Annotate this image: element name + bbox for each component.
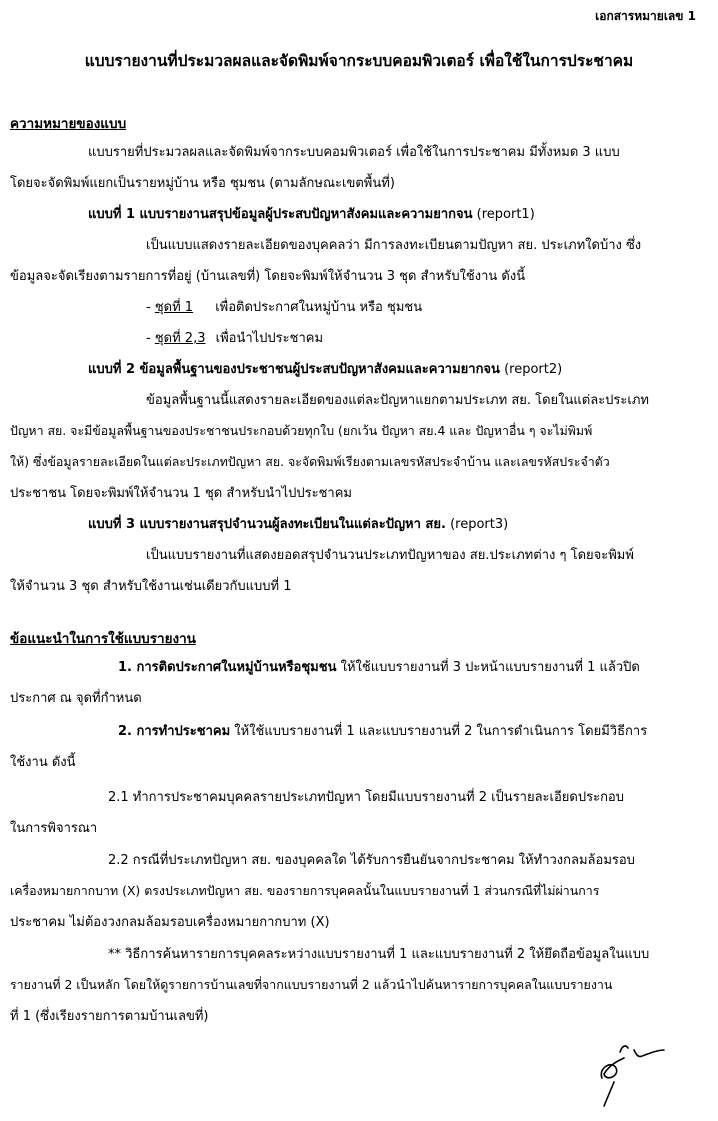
form1-set1: - ชุดที่ 1 เพื่อติดประกาศในหมู่บ้าน หรือ ชุมชน (146, 300, 423, 315)
form3-desc-1: เป็นแบบรายงานที่แสดงยอดสรุปจำนวนประเภทปัญหาของ สย.ประเภทต่าง ๆ โดยจะพิมพ์ (146, 548, 634, 563)
form1-code: (report1) (476, 207, 535, 222)
sub-2-2-line-3: ประชาคม ไม่ต้องวงกลมล้อมรอบเครื่องหมายกากบาท (X) (10, 915, 330, 930)
form1-set1-label: ชุดที่ 1 (154, 300, 194, 315)
instruction-1 (118, 660, 640, 676)
form1-set2-text: เพื่อนำไปประชาคม (215, 331, 324, 346)
form2-desc-2: ปัญหา สย. จะมีข้อมูลพื้นฐานของประชาชนประกอบด้วยทุกใบ (ยกเว้น ปัญหา สย.4 และ ปัญหาอื่น ๆ จะไม่พิมพ์ (10, 423, 593, 438)
form1-desc-2: ข้อมูลจะจัดเรียงตามรายการที่อยู่ (บ้านเลขที่) โดยจะพิมพ์ให้จำนวน 3 ชุด สำหรับใช้งาน ดังนี้ (10, 269, 526, 284)
form3-desc-2: ให้จำนวน 3 ชุด สำหรับใช้งานเช่นเดียวกับแบบที่ 1 (10, 579, 292, 594)
section-heading-instructions: ข้อแนะนำในการใช้แบบรายงาน (10, 631, 196, 647)
form2-code: (report2) (504, 362, 563, 377)
note-line-2: รายงานที่ 2 เป็นหลัก โดยให้ดูรายการบ้านเลขที่จากแบบรายงานที่ 2 แล้วนำไปค้นหารายการบุคคลในแบบรายงาน (10, 977, 613, 992)
form1-heading (88, 207, 535, 223)
signature-mark (590, 1030, 670, 1110)
form2-title: แบบที่ 2 ข้อมูลพื้นฐานของประชาชนผู้ประสบปัญหาสังคมและความยากจน (88, 362, 500, 377)
document-number: เอกสารหมายเลข 1 (595, 9, 696, 23)
instruction-1-title: 1. การติดประกาศในหมู่บ้านหรือชุมชน (118, 660, 337, 675)
form2-desc-3: ให้) ซึ่งข้อมูลรายละเอียดในแต่ละประเภทปัญหา สย. จะจัดพิมพ์เรียงตามเลขรหัสประจำบ้าน และเลขรหัสประจำตัว (10, 454, 610, 469)
sub-2-1-line-1: 2.1 ทำการประชาคมบุคคลรายประเภทปัญหา โดยมีแบบรายงานที่ 2 เป็นรายละเอียดประกอบ (108, 790, 624, 805)
form1-set1-text: เพื่อติดประกาศในหมู่บ้าน หรือ ชุมชน (215, 300, 423, 315)
note-line-1: ** วิธีการค้นหารายการบุคคลระหว่างแบบรายงานที่ 1 และแบบรายงานที่ 2 ให้ยึดถือข้อมูลในแบบ (108, 947, 650, 962)
form1-title: แบบที่ 1 แบบรายงานสรุปข้อมูลผู้ประสบปัญหาสังคมและความยากจน (88, 207, 473, 222)
instruction-1-text: ให้ใช้แบบรายงานที่ 3 ปะหน้าแบบรายงานที่ 1 แล้วปิด (340, 660, 640, 675)
sub-2-2-line-1: 2.2 กรณีที่ประเภทปัญหา สย. ของบุคคลใด ได้รับการยืนยันจากประชาคม ให้ทำวงกลมล้อมรอบ (108, 853, 635, 868)
instruction-2-text: ให้ใช้แบบรายงานที่ 1 และแบบรายงานที่ 2 ในการดำเนินการ โดยมีวิธีการ (234, 724, 648, 739)
form1-desc-1: เป็นแบบแสดงรายละเอียดของบุคคลว่า มีการลงทะเบียนตามปัญหา สย. ประเภทใดบ้าง ซึ่ง (146, 238, 642, 253)
section-heading-meaning: ความหมายของแบบ (10, 116, 127, 132)
form2-desc-4: ประชาชน โดยจะพิมพ์ให้จำนวน 1 ชุด สำหรับนำไปประชาคม (10, 486, 352, 501)
form1-set2-label: ชุดที่ 2,3 (154, 331, 206, 346)
form2-heading (88, 362, 562, 378)
intro-line-1: แบบรายที่ประมวลผลและจัดพิมพ์จากระบบคอมพิวเตอร์ เพื่อใช้ในการประชาคม มีทั้งหมด 3 แบบ (88, 145, 620, 160)
instruction-2-title: 2. การทำประชาคม (118, 724, 231, 739)
note-line-3: ที่ 1 (ซึ่งเรียงรายการตามบ้านเลขที่) (10, 1009, 209, 1024)
form2-desc-1: ข้อมูลพื้นฐานนี้แสดงรายละเอียดของแต่ละปัญหาแยกตามประเภท สย. โดยในแต่ละประเภท (146, 393, 649, 408)
form1-set2: - ชุดที่ 2,3 เพื่อนำไปประชาคม (146, 331, 324, 346)
instruction-1-text-2: ประกาศ ณ จุดที่กำหนด (10, 691, 142, 706)
page-title: แบบรายงานที่ประมวลผลและจัดพิมพ์จากระบบคอมพิวเตอร์ เพื่อใช้ในการประชาคม (84, 52, 634, 70)
sub-2-1-line-2: ในการพิจารณา (10, 821, 98, 836)
intro-line-2: โดยจะจัดพิมพ์แยกเป็นรายหมู่บ้าน หรือ ชุมชน (ตามลักษณะเขตพื้นที่) (10, 176, 395, 191)
form3-heading (88, 517, 508, 533)
instruction-2-text-2: ใช้งาน ดังนี้ (10, 755, 76, 770)
instruction-2 (118, 724, 647, 740)
form3-title: แบบที่ 3 แบบรายงานสรุปจำนวนผู้ลงทะเบียนในแต่ละปัญหา สย. (88, 517, 446, 532)
sub-2-2-line-2: เครื่องหมายกากบาท (X) ตรงประเภทปัญหา สย. ของรายการบุคคลนั้นในแบบรายงานที่ 1 ส่วนกรณีที่ไม่ผ่านการ (10, 883, 600, 898)
form3-code: (report3) (450, 517, 509, 532)
